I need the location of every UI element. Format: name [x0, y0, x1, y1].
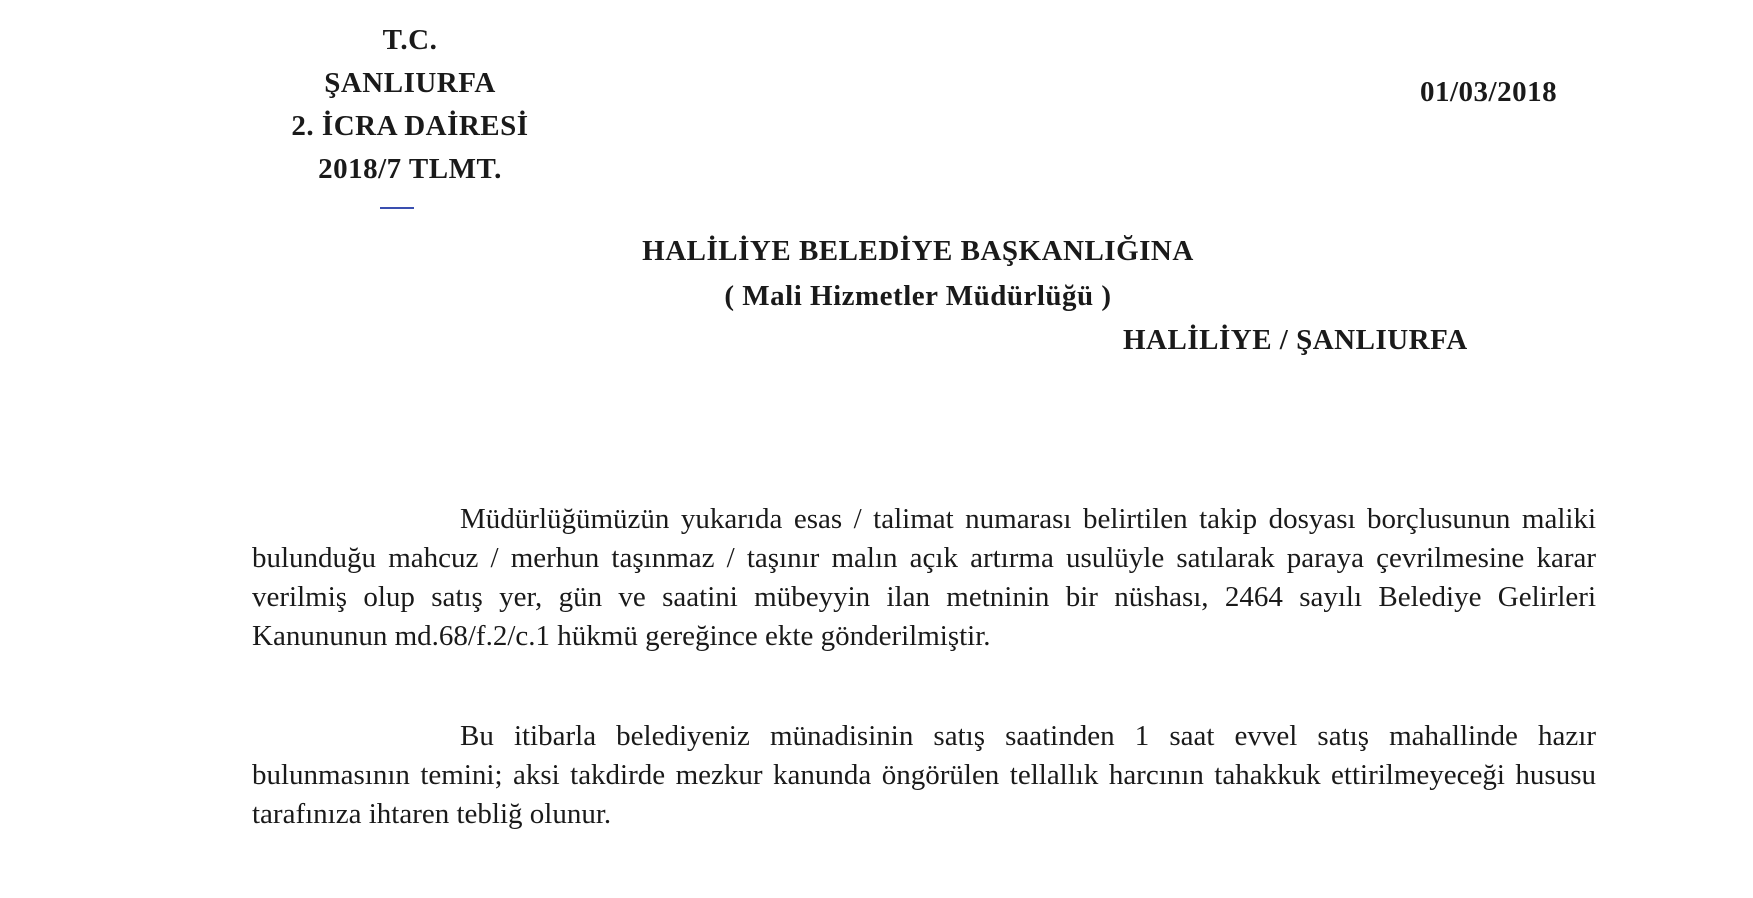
- header-office: 2. İCRA DAİRESİ: [291, 110, 529, 142]
- document-date: 01/03/2018: [1420, 76, 1558, 108]
- addressee-department: ( Mali Hizmetler Müdürlüğü ): [724, 280, 1112, 312]
- ink-mark: [380, 207, 414, 209]
- body-paragraph-2: Bu itibarla belediyeniz münadisinin satış saatinden 1 saat evvel satış mahallinde hazır bulunmasının temini; aksi takdirde mezkur kanunda öngörülen tellallık harcının tahakkuk ettirilmeyeceği hususu tarafınıza ihtaren tebliğ olunur.: [252, 720, 1596, 830]
- addressee-location: HALİLİYE / ŞANLIURFA: [1123, 324, 1468, 356]
- header-file-number: 2018/7 TLMT.: [318, 153, 502, 185]
- header-tc: T.C.: [382, 24, 438, 56]
- addressee-title: HALİLİYE BELEDİYE BAŞKANLIĞINA: [642, 235, 1194, 267]
- body-paragraph-1: Müdürlüğümüzün yukarıda esas / talimat numarası belirtilen takip dosyası borçlusunun maliki bulunduğu mahcuz / merhun taşınmaz / taşınır malın açık artırma usulüyle satılarak paraya çevrilmesine karar verilmiş olup satış yer, gün ve saatini mübeyyin ilan metninin bir nüshası, 2464 sayılı Belediye Gelirleri Kanununun md.68/f.2/c.1 hükmü gereğince ekte gönderilmiştir.: [252, 503, 1596, 652]
- header-city: ŞANLIURFA: [324, 67, 496, 99]
